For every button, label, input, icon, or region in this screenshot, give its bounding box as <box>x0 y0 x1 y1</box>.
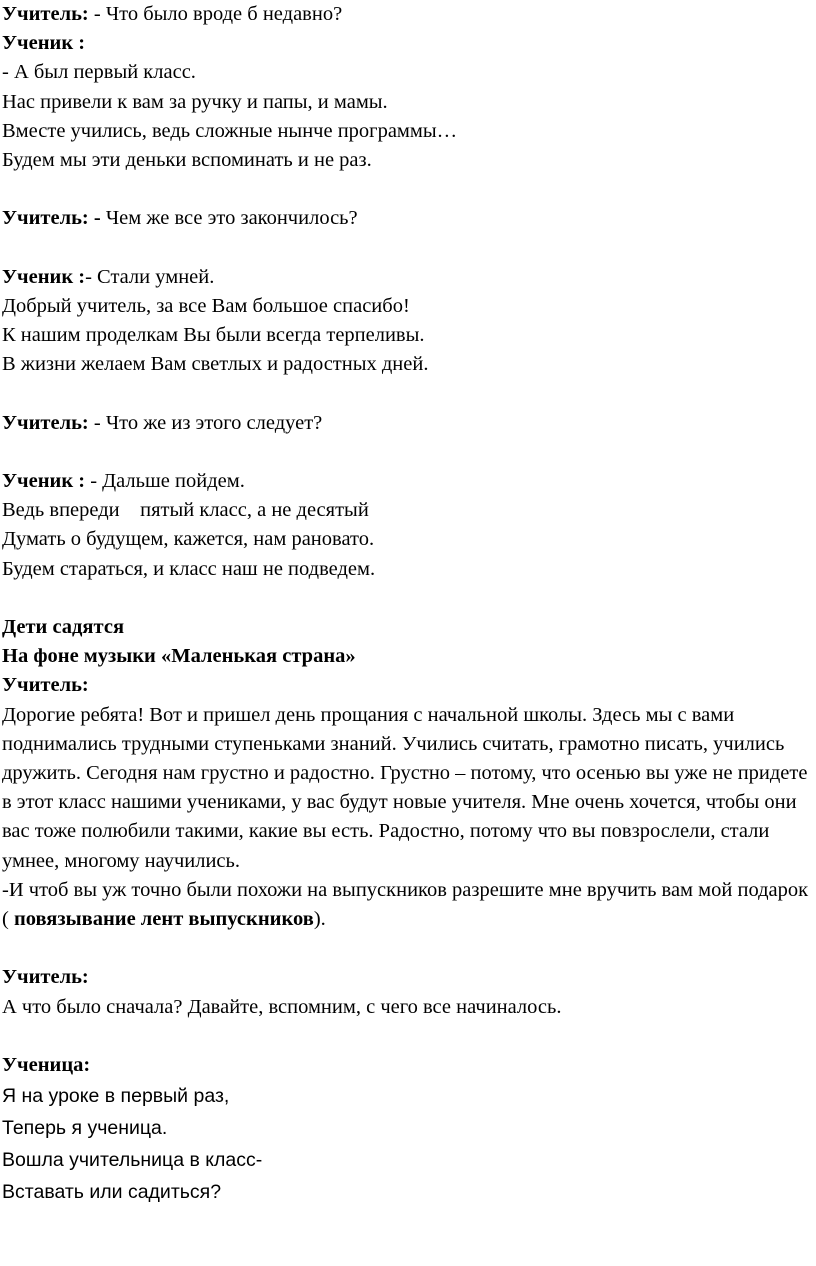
paragraph-text: -И чтоб вы уж точно были похожи на выпускников разрешите мне вручить вам мой подарок ( <box>2 878 809 930</box>
blank-line <box>2 934 814 963</box>
speaker-label: Учитель: <box>2 966 89 989</box>
poem-line: Думать о будущем, кажется, нам рановато. <box>2 528 375 551</box>
poem-line: Будем мы эти деньки вспоминать и не раз. <box>2 148 372 171</box>
stage-direction: На фоне музыки «Маленькая страна» <box>2 645 356 668</box>
dialogue-text: - Что было вроде б недавно? <box>88 3 343 25</box>
dialogue-line <box>2 0 814 29</box>
blank-line <box>2 1022 814 1051</box>
dialogue-text: - Дальше пойдем. <box>85 470 245 492</box>
poem-line: К нашим проделкам Вы были всегда терпеливы. <box>2 324 425 347</box>
speaker-heading <box>2 1051 814 1080</box>
speaker-label: Ученик : <box>2 470 86 492</box>
speech-paragraph: Дорогие ребята! Вот и пришел день прощания с начальной школы. Здесь мы с вами поднимались трудными ступеньками знаний. Учились считать, грамотно писать, учились дружить. Сегодня нам грустно и радостно. Грустно – потому, что осенью вы уже не придете в этот класс нашими учениками, у вас будут новые учителя. Мне очень хочется, чтобы они вас тоже полюбили такими, какие вы есть. Радостно, потому что вы повзрослели, стали умнее, многому научились. <box>2 703 808 872</box>
speaker-label: Учитель: <box>2 411 89 434</box>
blank-line <box>2 584 814 613</box>
poem-line: Нас привели к вам за ручку и папы, и мамы. <box>2 90 388 113</box>
poem-line: Я на уроке в первый раз, <box>2 1085 230 1108</box>
paragraph-text: ). <box>313 907 326 930</box>
blank-line <box>2 234 814 263</box>
poem-line: Теперь я ученица. <box>2 1117 168 1140</box>
dialogue-text: - Что же из этого следует? <box>88 411 323 434</box>
blank-line <box>2 175 814 204</box>
speaker-label: Ученица: <box>2 1053 91 1076</box>
speaker-label: Ученик : <box>2 265 86 288</box>
speaker-label: Учитель: - <box>2 207 101 230</box>
blank-line <box>2 379 814 408</box>
poem-block <box>2 1080 814 1208</box>
blank-line <box>2 438 814 467</box>
dialogue-line <box>2 204 814 233</box>
poem-line: Ведь впереди пятый класс, а не десятый <box>2 499 369 522</box>
emphasis-text: повязывание лент выпускников <box>13 907 314 930</box>
document-page <box>2 0 814 1208</box>
speech-paragraph <box>2 876 814 934</box>
speaker-heading <box>2 963 814 992</box>
dialogue-text: А что было сначала? Давайте, вспомним, с чего все начиналось. <box>2 995 562 1018</box>
dialogue-line <box>2 409 814 438</box>
poem-line: Вместе учились, ведь сложные нынче программы… <box>2 119 458 142</box>
poem-line: - А был первый класс. <box>2 61 196 84</box>
speaker-label: Учитель: <box>2 674 89 697</box>
dialogue-text: Чем же все это закончилось? <box>100 207 358 230</box>
dialogue-line <box>2 263 814 292</box>
poem-line: Вставать или садиться? <box>2 1181 222 1204</box>
poem-line: Вошла учительница в класс- <box>2 1149 263 1172</box>
speaker-label: Учитель: <box>2 3 89 25</box>
speaker-heading <box>2 29 814 58</box>
speaker-heading <box>2 671 814 700</box>
poem-line: Будем стараться, и класс наш не подведем. <box>2 557 376 580</box>
poem-line: Добрый учитель, за все Вам большое спасибо! <box>2 294 410 317</box>
dialogue-line <box>2 467 814 496</box>
stage-direction: Дети садятся <box>2 615 125 638</box>
poem-line: В жизни желаем Вам светлых и радостных дней. <box>2 353 429 376</box>
speaker-label: Ученик : <box>2 32 86 55</box>
dialogue-text: - Стали умней. <box>85 265 215 288</box>
